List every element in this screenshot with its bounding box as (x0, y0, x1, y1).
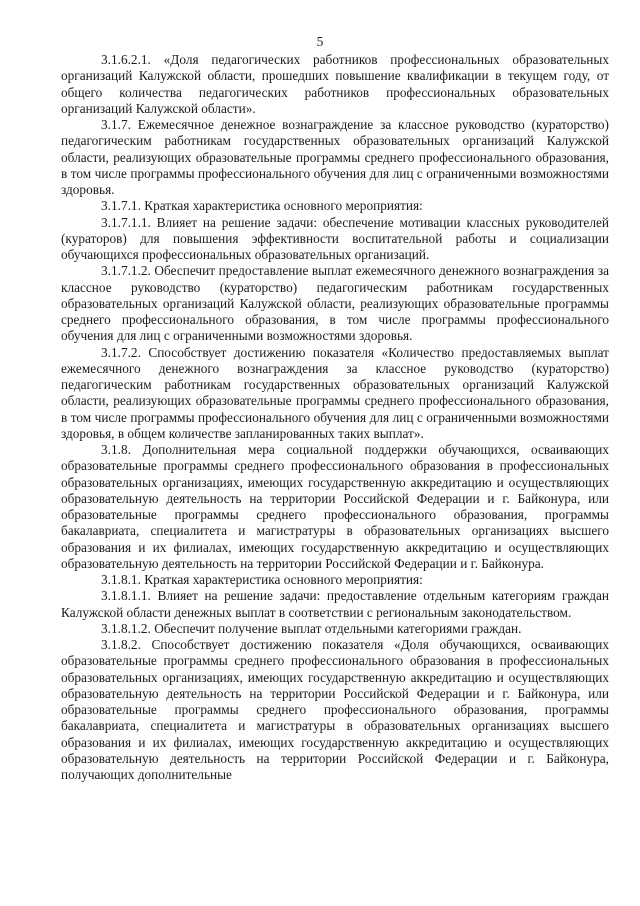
paragraph-3-1-8-1-2: 3.1.8.1.2. Обеспечит получение выплат отдельными категориями граждан. (101, 620, 522, 636)
paragraph-3-1-8-2: 3.1.8.2. Способствует достижению показателя «Доля обучающихся, осваивающих образовательные программы среднего профессионального образования в профессиональных образовательных организациях, имеющих государственную аккредитацию и осуществляющих образовательную деятельность на территории Российской Федерации и г. Байконура, или образовательные программы среднего профессионального образования, программы бакалавриата, специалитета и магистратуры в образовательных организациях высшего образования и их филиалах, имеющих государственную аккредитацию и осуществляющих образовательную деятельность на территории Российской Федерации и г. Байконура, получающих дополнительные (61, 637, 609, 782)
paragraph-3-1-7-1-2: 3.1.7.1.2. Обеспечит предоставление выплат ежемесячного денежного вознаграждения за классное руководство (кураторство) педагогическим работникам государственных образовательных организаций Калужской области, реализующих образовательные программы среднего профессионального образования, в том числе программы профессионального обучения для лиц с ограниченными возможностями здоровья. (61, 263, 609, 344)
paragraph-3-1-8-1: 3.1.8.1. Краткая характеристика основного мероприятия: (101, 572, 423, 587)
paragraph-3-1-6-2-1: 3.1.6.2.1. «Доля педагогических работников профессиональных образовательных организаций Калужской области, прошедших повышение квалификации в текущем году, от общего количества педагогических работников профессиональных образовательных организаций Калужской области». (61, 52, 609, 116)
paragraph-3-1-7: 3.1.7. Ежемесячное денежное вознаграждение за классное руководство (кураторство) педагогическим работникам государственных образовательных организаций Калужской области, реализующих образовательные программы среднего профессионального образования, в том числе программы профессионального обучения для лиц с ограниченными возможностями здоровья. (61, 117, 609, 197)
paragraph-3-1-7-2: 3.1.7.2. Способствует достижению показателя «Количество предоставляемых выплат ежемесячного денежного вознаграждения за классное руководство (кураторство) педагогическим работникам государственных образовательных организаций Калужской области, реализующих образовательные программы среднего профессионального образования, в том числе программы профессионального обучения для лиц с ограниченными возможностями здоровья, в общем количестве запланированных таких выплат». (61, 344, 609, 441)
page-number: 5 (316, 34, 324, 49)
paragraph-3-1-8: 3.1.8. Дополнительная мера социальной поддержки обучающихся, осваивающих образовательные программы среднего профессионального образования в профессиональных образовательных организациях, имеющих государственную аккредитацию и осуществляющих образовательную деятельность на территории Российской Федерации и г. Байконура, или образовательные программы среднего профессионального образования, программы бакалавриата, специалитета и магистратуры в образовательных организациях высшего образования и их филиалах, имеющих государственную аккредитацию и осуществляющих образовательную деятельность на территории Российской Федерации и г. Байконура. (61, 442, 609, 571)
paragraph-3-1-8-1-1: 3.1.8.1.1. Влияет на решение задачи: предоставление отдельным категориям граждан Калужской области денежных выплат в соответствии с региональным законодательством. (61, 588, 609, 620)
document-body (61, 52, 609, 783)
paragraph-3-1-7-1: 3.1.7.1. Краткая характеристика основного мероприятия: (101, 198, 423, 214)
paragraph-3-1-7-1-1: 3.1.7.1.1. Влияет на решение задачи: обеспечение мотивации классных руководителей (кураторов) для повышения эффективности воспитательной работы и социализации обучающихся профессиональных образовательных организаций. (61, 214, 609, 262)
